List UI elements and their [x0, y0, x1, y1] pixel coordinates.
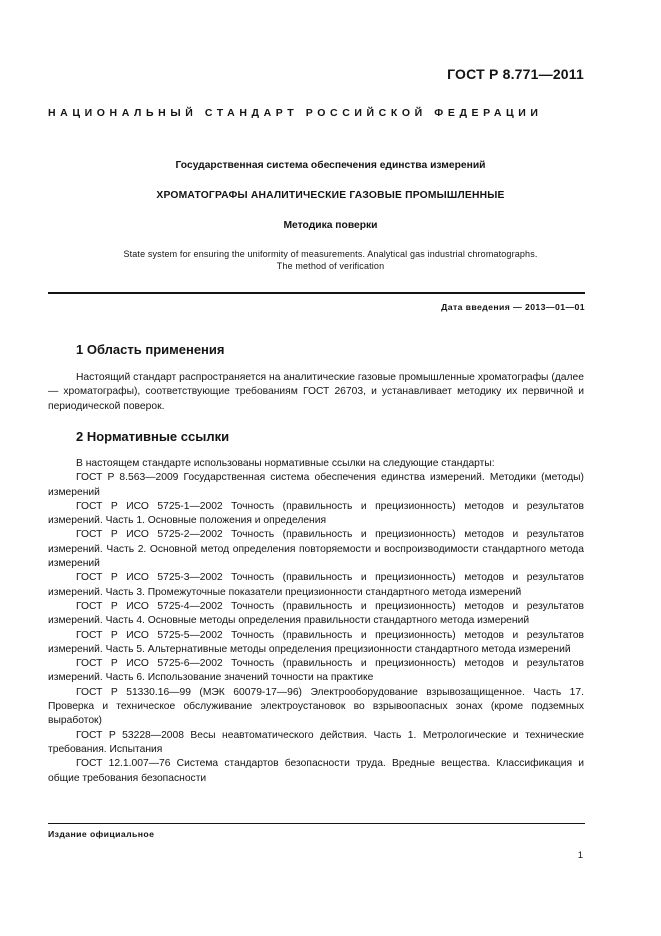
- reference-paragraph: ГОСТ 12.1.007—76 Система стандартов безопасности труда. Вредные вещества. Классификация и общие требования безопасности: [48, 758, 584, 784]
- reference-paragraph: ГОСТ Р 8.563—2009 Государственная система обеспечения единства измерений. Методики (методы) измерений: [48, 472, 584, 498]
- english-title: [0, 248, 661, 272]
- english-title-line-2: The method of verification: [276, 261, 385, 271]
- document-id: ГОСТ Р 8.771—2011: [447, 66, 584, 82]
- reference-paragraph: ГОСТ Р ИСО 5725-5—2002 Точность (правильность и прецизионность) методов и результатов измерений. Часть 5. Альтернативные методы определения прецизионности стандартного метода измерений: [48, 629, 584, 655]
- section-1-paragraph: Настоящий стандарт распространяется на аналитические газовые промышленные хроматографы (далее — хроматографы), соответствующие требованиям ГОСТ 26703, и устанавливает методику их первичной и периодической поверок.: [48, 372, 584, 412]
- reference-paragraph: ГОСТ Р ИСО 5725-3—2002 Точность (правильность и прецизионность) методов и результатов измерений. Часть 3. Промежуточные показатели прецизионности стандартного метода измерений: [48, 572, 584, 598]
- section-2-heading: 2 Нормативные ссылки: [76, 429, 230, 444]
- reference-paragraph: ГОСТ Р ИСО 5725-4—2002 Точность (правильность и прецизионность) методов и результатов измерений. Часть 4. Основные методы определения правильности стандартного метода измерений: [48, 600, 584, 627]
- section-1-body: [48, 371, 584, 414]
- document-title: ХРОМАТОГРАФЫ АНАЛИТИЧЕСКИЕ ГАЗОВЫЕ ПРОМЫШЛЕННЫЕ: [156, 190, 505, 201]
- reference-paragraph: В настоящем стандарте использованы нормативные ссылки на следующие стандарты:: [76, 458, 495, 469]
- section-2-body: [48, 457, 584, 786]
- document-subtitle: Методика поверки: [283, 220, 378, 231]
- reference-paragraph: ГОСТ Р 53228—2008 Весы неавтоматического действия. Часть 1. Метрологические и технические требования. Испытания: [48, 729, 584, 755]
- reference-paragraph: ГОСТ Р ИСО 5725-1—2002 Точность (правильность и прецизионность) методов и результатов измерений. Часть 1. Основные положения и определения: [48, 500, 584, 527]
- header-divider: [48, 292, 585, 294]
- section-1-heading: 1 Область применения: [76, 342, 225, 357]
- footer-divider: [48, 823, 585, 824]
- reference-paragraph: ГОСТ Р ИСО 5725-6—2002 Точность (правильность и прецизионность) методов и результатов измерений. Часть 6. Использование значений точности на практике: [48, 658, 584, 684]
- introduction-date: Дата введения — 2013—01—01: [441, 302, 585, 312]
- page-number: 1: [577, 850, 583, 861]
- national-standard-banner: НАЦИОНАЛЬНЫЙ СТАНДАРТ РОССИЙСКОЙ ФЕДЕРАЦИИ: [48, 107, 543, 119]
- edition-note: Издание официальное: [48, 829, 155, 839]
- system-title: Государственная система обеспечения единства измерений: [175, 160, 486, 171]
- reference-paragraph: ГОСТ Р 51330.16—99 (МЭК 60079-17—96) Электрооборудование взрывозащищенное. Часть 17. Проверка и техническое обслуживание электроустановок во взрывоопасных зонах (кроме подземных выработок): [48, 686, 584, 727]
- english-title-line-1: State system for ensuring the uniformity of measurements. Analytical gas industrial chromatographs.: [123, 249, 538, 259]
- reference-paragraph: ГОСТ Р ИСО 5725-2—2002 Точность (правильность и прецизионность) методов и результатов измерений. Часть 2. Основной метод определения повторяемости и воспроизводимости стандартного метода измерений: [48, 529, 584, 570]
